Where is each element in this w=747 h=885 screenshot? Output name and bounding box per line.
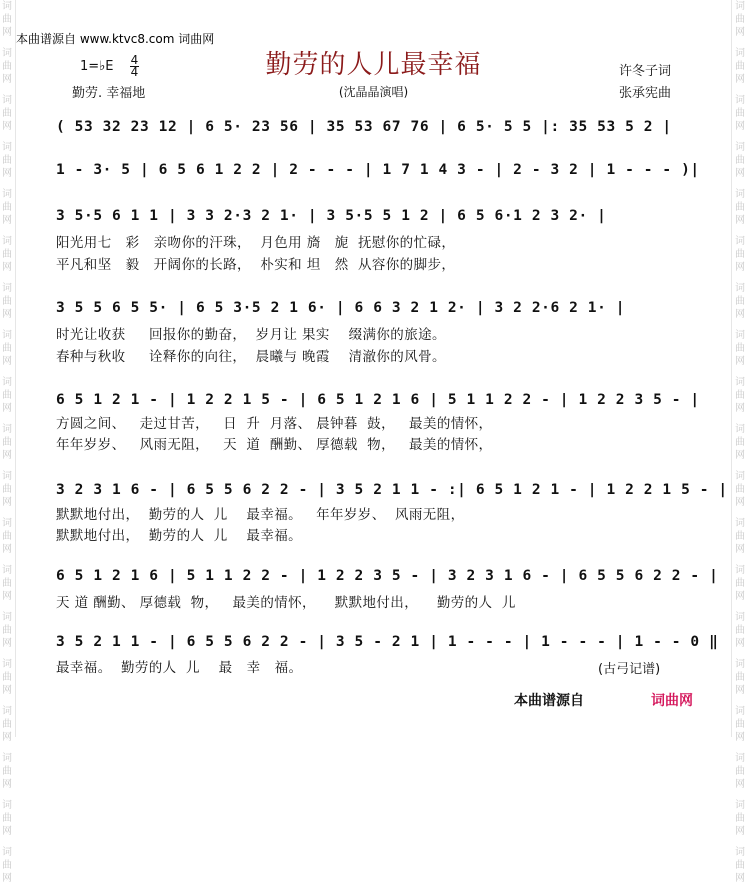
top-source-line: 本曲谱源自 www.ktvc8.com 词曲网: [16, 32, 215, 46]
singer-credit: (沈晶晶演唱): [338, 85, 409, 99]
watermark-mark: 词 曲 网: [735, 48, 745, 85]
lyric-line-5b: 年年岁岁、 风雨无阻， 天 道 酬勤、 厚德载 物， 最美的情怀，: [56, 437, 493, 453]
notation-line-1: ( 53 32 23 12 | 6 5· 23 56 | 35 53 67 76 | 6 5· 5 5 |: 35 53 5 2 |: [56, 119, 672, 135]
watermark-mark: 词 曲 网: [2, 424, 12, 461]
watermark-mark: 词 曲 网: [735, 330, 745, 367]
watermark-mark: 词 曲 网: [2, 753, 12, 790]
footer-site-logo[interactable]: 词曲网: [651, 693, 693, 709]
watermark-mark: 词 曲 网: [735, 753, 745, 790]
watermark-mark: 词 曲 网: [735, 236, 745, 273]
watermark-mark: 词 曲 网: [735, 377, 745, 414]
watermark-mark: 词 曲 网: [2, 612, 12, 649]
lyric-line-3a: 阳光用七 彩 亲吻你的汗珠， 月色用 旖 旎 抚慰你的忙碌，: [56, 235, 456, 251]
watermark-mark: 词 曲 网: [2, 847, 12, 884]
watermark-mark: 词 曲 网: [735, 95, 745, 132]
left-watermark-strip: [0, 0, 14, 884]
lyric-line-3b: 平凡和坚 毅 开阔你的长路， 朴实和 坦 然 从容你的脚步，: [56, 257, 456, 273]
key-signature: 1=♭E: [80, 59, 114, 74]
watermark-mark: 词 曲 网: [735, 189, 745, 226]
footer-source-label: 本曲谱源自: [514, 693, 584, 709]
lyric-line-5a: 方圆之间、 走过甘苦， 日 升 月落、 晨钟暮 鼓， 最美的情怀，: [56, 416, 493, 432]
lyric-line-6b: 默默地付出， 勤劳的人 儿 最幸福。: [56, 528, 303, 544]
notation-line-6: 3 2 3 1 6 - | 6 5 5 6 2 2 - | 3 5 2 1 1 - :| 6 5 1 2 1 - | 1 2 2 1 5 - |: [56, 482, 728, 498]
watermark-mark: 词 曲 网: [2, 1, 12, 38]
watermark-mark: 词 曲 网: [2, 706, 12, 743]
watermark-mark: 词 曲 网: [2, 518, 12, 555]
notation-line-7: 6 5 1 2 1 6 | 5 1 1 2 2 - | 1 2 2 3 5 - | 3 2 3 1 6 - | 6 5 5 6 2 2 - |: [56, 568, 719, 584]
lyric-line-7a: 天 道 酬勤、 厚德载 物， 最美的情怀， 默默地付出， 勤劳的人 儿: [56, 595, 516, 611]
notation-line-2: 1 - 3· 5 | 6 5 6 1 2 2 | 2 - - - | 1 7 1 4 3 - | 2 - 3 2 | 1 - - - )|: [56, 162, 700, 178]
notation-line-5: 6 5 1 2 1 - | 1 2 2 1 5 - | 6 5 1 2 1 6 | 5 1 1 2 2 - | 1 2 2 3 5 - |: [56, 392, 700, 408]
lyric-line-8a: 最幸福。 勤劳的人 儿 最 幸 福。: [56, 660, 303, 676]
meter-bottom: 4: [130, 65, 139, 79]
watermark-mark: 词 曲 网: [2, 565, 12, 602]
composer-credit: 张承宪曲: [619, 86, 672, 101]
watermark-mark: 词 曲 网: [735, 142, 745, 179]
lyric-line-4a: 时光让收获 回报你的勤奋， 岁月让 果实 缀满你的旅途。: [56, 327, 446, 343]
notation-line-4: 3 5 5 6 5 5· | 6 5 3·5 2 1 6· | 6 6 3 2 1 2· | 3 2 2·6 2 1· |: [56, 300, 626, 316]
watermark-mark: 词 曲 网: [2, 330, 12, 367]
watermark-mark: 词 曲 网: [735, 518, 745, 555]
watermark-mark: 词 曲 网: [2, 800, 12, 837]
watermark-mark: 词 曲 网: [2, 659, 12, 696]
transcriber-credit: (古弓记谱): [598, 662, 661, 677]
watermark-mark: 词 曲 网: [735, 1, 745, 38]
left-margin-rule: [15, 0, 16, 737]
tempo-marking: 勤劳. 幸福地: [72, 86, 146, 101]
watermark-mark: 词 曲 网: [735, 565, 745, 602]
watermark-mark: 词 曲 网: [735, 471, 745, 508]
watermark-mark: 词 曲 网: [735, 800, 745, 837]
watermark-mark: 词 曲 网: [2, 142, 12, 179]
song-title: 勤劳的人儿最幸福: [265, 50, 482, 80]
lyric-line-6a: 默默地付出， 勤劳的人 儿 最幸福。 年年岁岁、 风雨无阻，: [56, 507, 465, 523]
watermark-mark: 词 曲 网: [735, 659, 745, 696]
watermark-mark: 词 曲 网: [735, 424, 745, 461]
notation-line-3: 3 5·5 6 1 1 | 3 3 2·3 2 1· | 3 5·5 5 1 2 | 6 5 6·1 2 3 2· |: [56, 208, 607, 224]
watermark-mark: 词 曲 网: [2, 189, 12, 226]
watermark-mark: 词 曲 网: [735, 283, 745, 320]
watermark-mark: 词 曲 网: [735, 612, 745, 649]
watermark-mark: 词 曲 网: [2, 471, 12, 508]
right-watermark-strip: [733, 0, 747, 884]
watermark-mark: 词 曲 网: [2, 95, 12, 132]
watermark-mark: 词 曲 网: [2, 48, 12, 85]
watermark-mark: 词 曲 网: [735, 706, 745, 743]
watermark-mark: 词 曲 网: [735, 847, 745, 884]
time-signature: [130, 55, 139, 77]
watermark-mark: 词 曲 网: [2, 377, 12, 414]
right-margin-rule: [731, 0, 732, 737]
notation-line-8: 3 5 2 1 1 - | 6 5 5 6 2 2 - | 3 5 - 2 1 | 1 - - - | 1 - - - | 1 - - 0 ‖: [56, 634, 719, 650]
watermark-mark: 词 曲 网: [2, 236, 12, 273]
watermark-mark: 词 曲 网: [2, 283, 12, 320]
lyricist-credit: 许冬子词: [619, 64, 672, 79]
lyric-line-4b: 春种与秋收 诠释你的向往， 晨曦与 晚霞 清澈你的风骨。: [56, 349, 446, 365]
meter-top: 4: [130, 53, 139, 67]
